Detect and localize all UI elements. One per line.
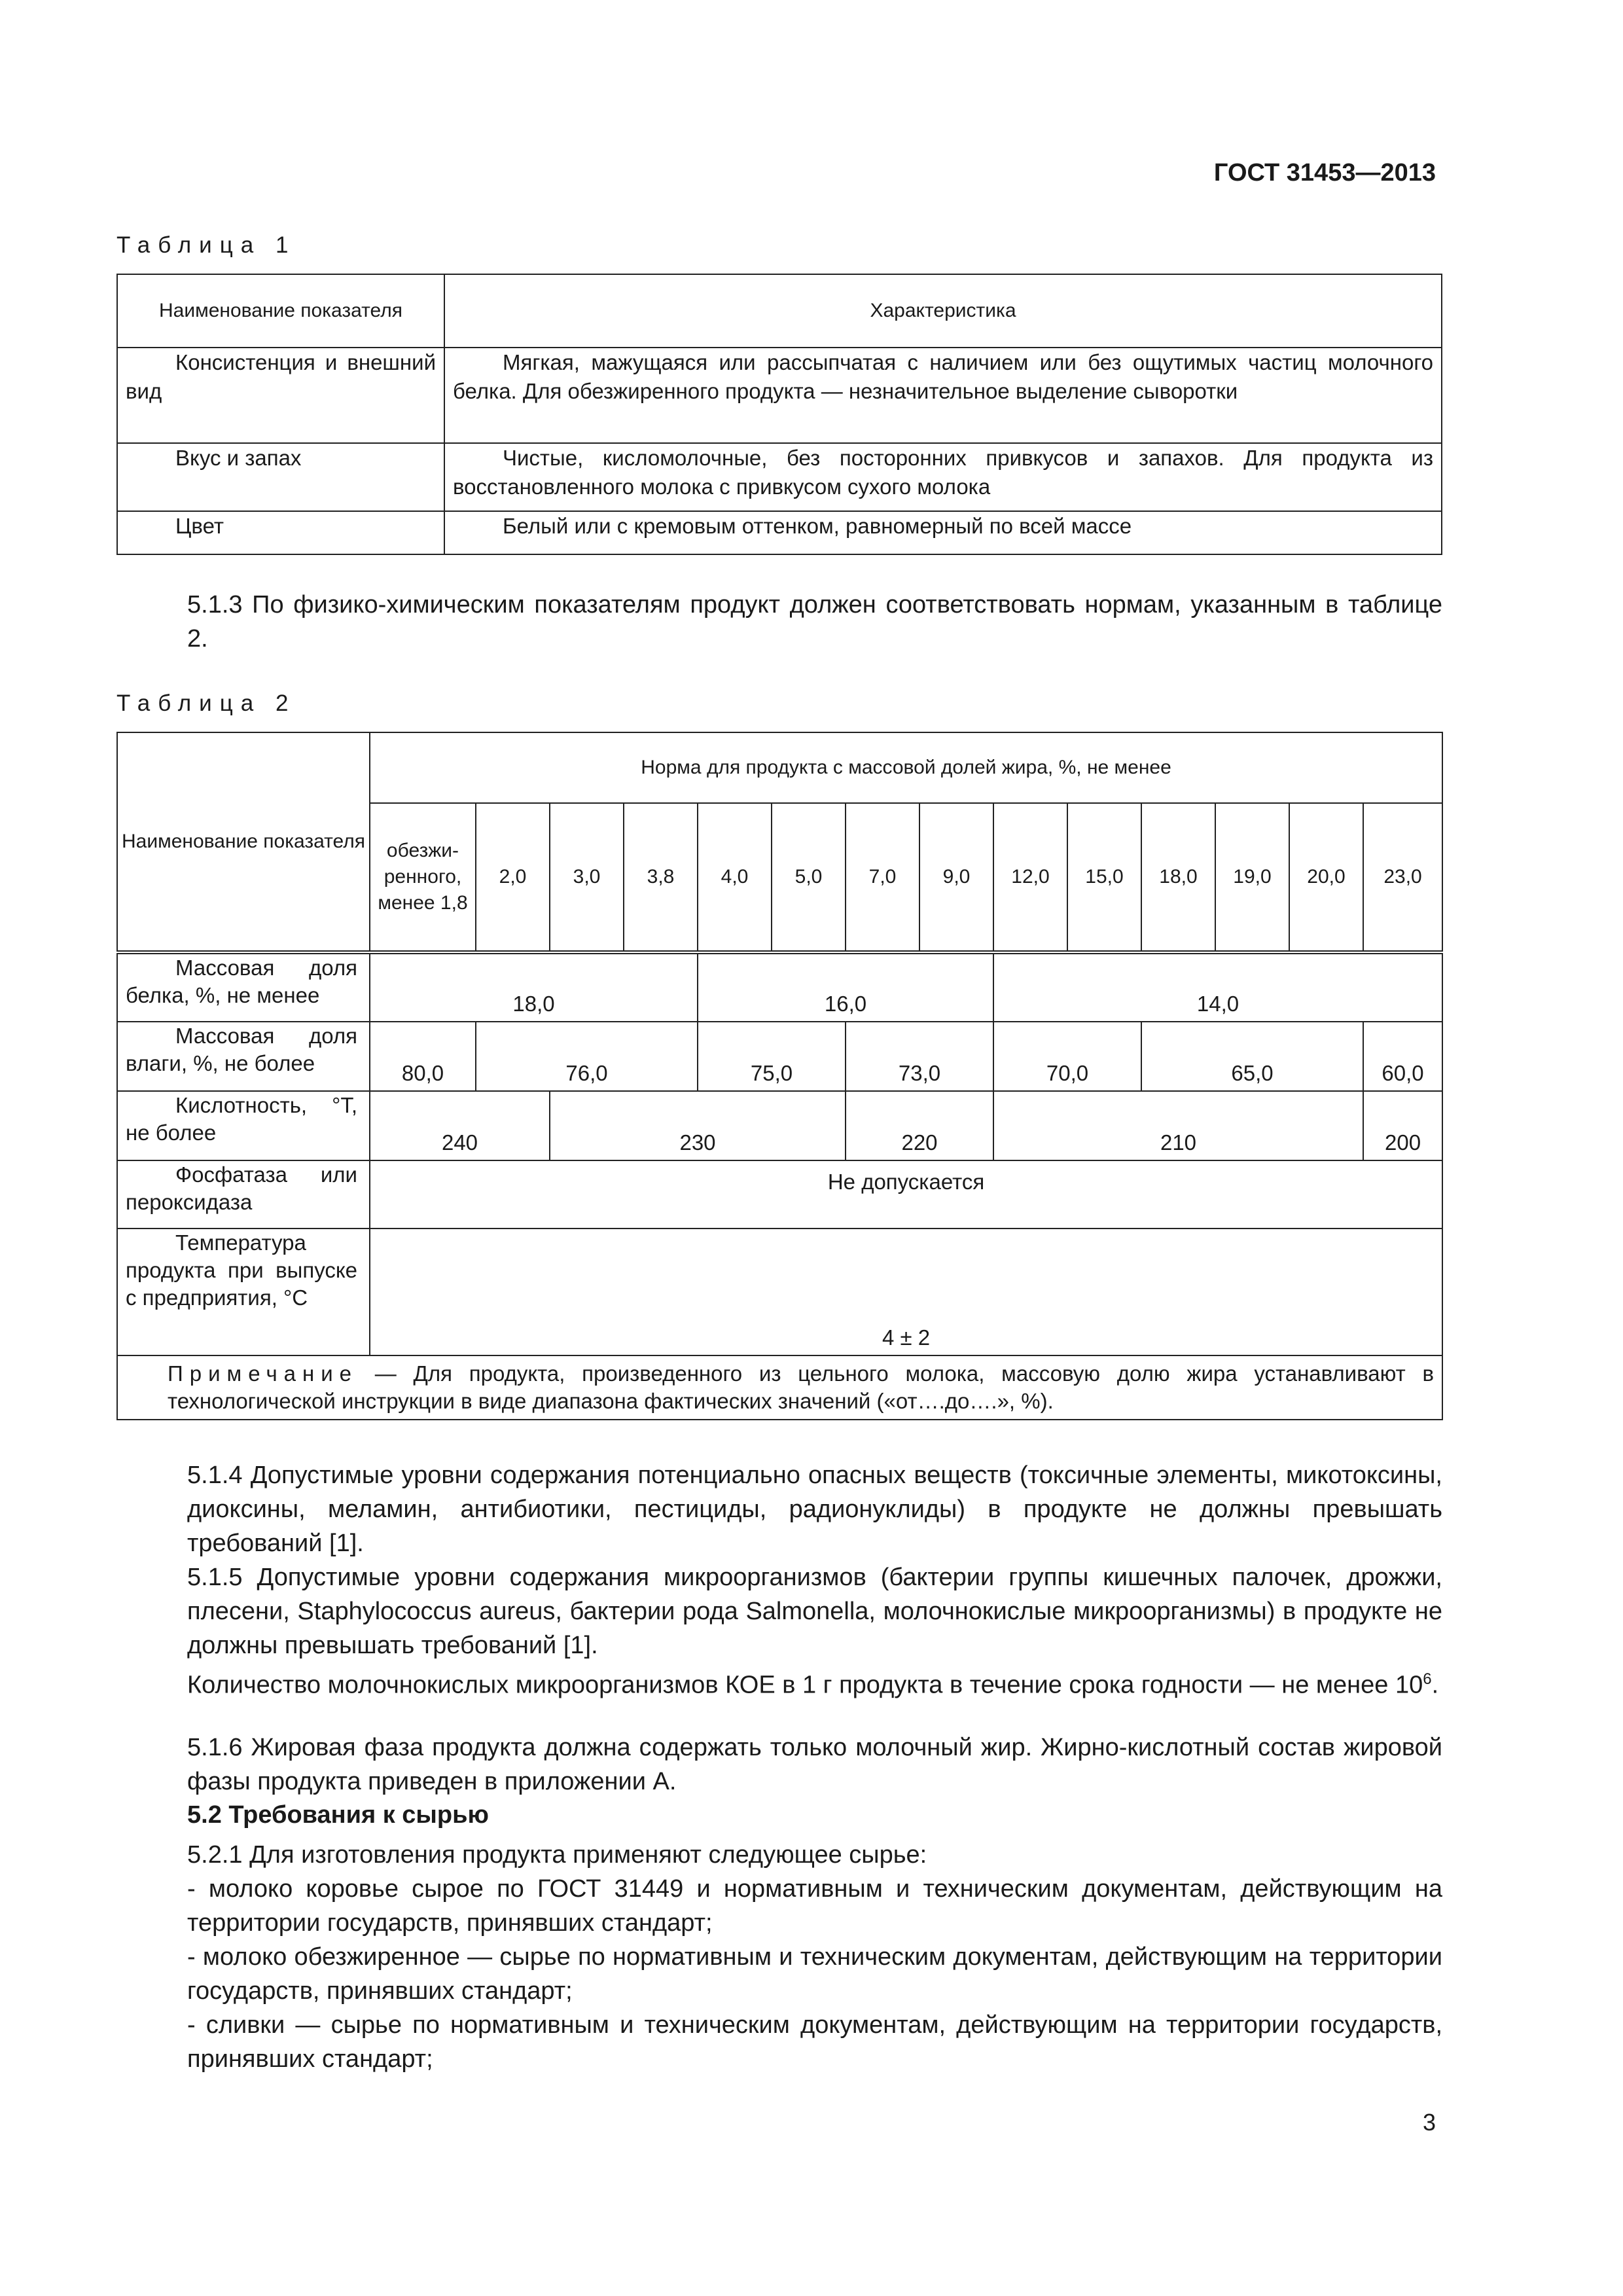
fat-column-header: 18,0 [1141, 803, 1215, 952]
list-item: - сливки — сырье по нормативным и техническим документам, действующим на территории государств, принявших стандарт; [187, 2011, 1442, 2073]
table2-caption: Таблица 2 [116, 691, 296, 716]
page-number: 3 [1422, 2109, 1436, 2136]
moisture-value: 76,0 [476, 1022, 698, 1091]
acidity-value: 210 [993, 1091, 1363, 1160]
phosphatase-value: Не допускается [370, 1160, 1442, 1229]
table1-row-value: Мягкая, мажущаяся или рассыпчатая с наличием или без ощутимых частиц молочного белка. Для обезжиренного продукта — незначительное выделение сыворотки [444, 348, 1442, 443]
paragraph-5-2-1: 5.2.1 Для изготовления продукта применяют следующее сырье: [187, 1841, 927, 1869]
temperature-value: 4 ± 2 [370, 1229, 1442, 1355]
protein-value: 16,0 [698, 952, 993, 1022]
acidity-value: 200 [1363, 1091, 1442, 1160]
moisture-value: 60,0 [1363, 1022, 1442, 1091]
table2-row-phosphatase: Фосфатаза или пероксидаза [117, 1160, 370, 1229]
fat-column-header: 3,8 [624, 803, 698, 952]
kfu-exponent: 6 [1423, 1670, 1432, 1688]
fat-column-header: 4,0 [698, 803, 772, 952]
table1-row-name: Консистенция и внешний вид [117, 348, 444, 443]
table1-row-name: Цвет [117, 511, 444, 554]
paragraph-5-1-3: 5.1.3 По физико-химическим показателям продукт должен соответствовать нормам, указанным в таблице 2. [187, 591, 1442, 653]
table1-row-name: Вкус и запах [117, 443, 444, 511]
table2-header-norm: Норма для продукта с массовой долей жира, %, не менее [370, 732, 1442, 803]
fat-column-header: 3,0 [550, 803, 624, 952]
table2-row-moisture: Массовая доля влаги, %, не более [117, 1022, 370, 1091]
note-text: — Для продукта, произведенного из цельного молока, массовую долю жира устанавливают в технологической инструкции в виде диапазона фактических значений («от….до….», %). [168, 1361, 1435, 1413]
protein-value: 18,0 [370, 952, 698, 1022]
acidity-value: 220 [846, 1091, 993, 1160]
table2-row-temperature: Температура продукта при выпуске с предприятия, °С [117, 1229, 370, 1355]
moisture-value: 80,0 [370, 1022, 476, 1091]
table1-caption: Таблица 1 [116, 232, 296, 258]
table1-row-value: Чистые, кисломолочные, без посторонних привкусов и запахов. Для продукта из восстановленного молока с привкусом сухого молока [444, 443, 1442, 511]
table2 [116, 732, 1443, 1420]
kfu-text: Количество молочнокислых микроорганизмов КОЕ в 1 г продукта в течение срока годности — не менее 10 [187, 1671, 1423, 1699]
fat-column-header: 19,0 [1215, 803, 1289, 952]
table1 [116, 274, 1442, 555]
fat-column-header: 2,0 [476, 803, 550, 952]
paragraph-kfu: Количество молочнокислых микроорганизмов КОЕ в 1 г продукта в течение срока годности — не менее $10^6$. [187, 1670, 1439, 1699]
paragraph-5-1-6: 5.1.6 Жировая фаза продукта должна содержать только молочный жир. Жирно-кислотный состав жировой фазы продукта приведен в приложении А. [187, 1734, 1442, 1795]
protein-value: 14,0 [993, 952, 1442, 1022]
fat-column-header: 9,0 [919, 803, 993, 952]
section-heading-5-2: 5.2 Требования к сырью [187, 1801, 489, 1829]
moisture-value: 73,0 [846, 1022, 993, 1091]
table2-row-protein: Массовая доля белка, %, не менее [117, 952, 370, 1022]
document-id: ГОСТ 31453—2013 [1213, 159, 1436, 187]
table2-row-acidity: Кислотность, °Т, не более [117, 1091, 370, 1160]
list-item: - молоко коровье сырое по ГОСТ 31449 и нормативным и техническим документам, действующим на территории государств, принявших стандарт; [187, 1875, 1442, 1937]
fat-column-header: 15,0 [1067, 803, 1141, 952]
table2-header-name: Наименование показателя [117, 732, 370, 952]
table1-header-name: Наименование показателя [117, 274, 444, 348]
table1-header-value: Характеристика [444, 274, 1442, 348]
paragraph-5-1-5: 5.1.5 Допустимые уровни содержания микроорганизмов (бактерии группы кишечных палочек, дрожжи, плесени, Staphylococcus aureus, бактерии рода Salmonella, молочнокислые микроорганизмы) в продукте не должны превышать требований [1]. [187, 1564, 1442, 1659]
fat-column-header: 7,0 [846, 803, 919, 952]
list-item: - молоко обезжиренное — сырье по нормативным и техническим документам, действующим на территории государств, принявших стандарт; [187, 1943, 1442, 2005]
table1-row-value: Белый или с кремовым оттенком, равномерный по всей массе [444, 511, 1442, 554]
paragraph-5-1-4: 5.1.4 Допустимые уровни содержания потенциально опасных веществ (токсичные элементы, микотоксины, диоксины, меламин, антибиотики, пестициды, радионуклиды) в продукте не должны превышать требований [1]. [187, 1462, 1442, 1557]
moisture-value: 70,0 [993, 1022, 1141, 1091]
fat-column-header: обезжи-ренного, менее 1,8 [370, 803, 476, 952]
table2-note [117, 1355, 1442, 1420]
fat-column-header: 23,0 [1363, 803, 1442, 952]
acidity-value: 230 [550, 1091, 846, 1160]
acidity-value: 240 [370, 1091, 550, 1160]
fat-column-header: 5,0 [772, 803, 846, 952]
fat-column-header: 12,0 [993, 803, 1067, 952]
note-label: Примечание [168, 1361, 359, 1386]
moisture-value: 75,0 [698, 1022, 846, 1091]
fat-column-header: 20,0 [1289, 803, 1363, 952]
moisture-value: 65,0 [1141, 1022, 1363, 1091]
